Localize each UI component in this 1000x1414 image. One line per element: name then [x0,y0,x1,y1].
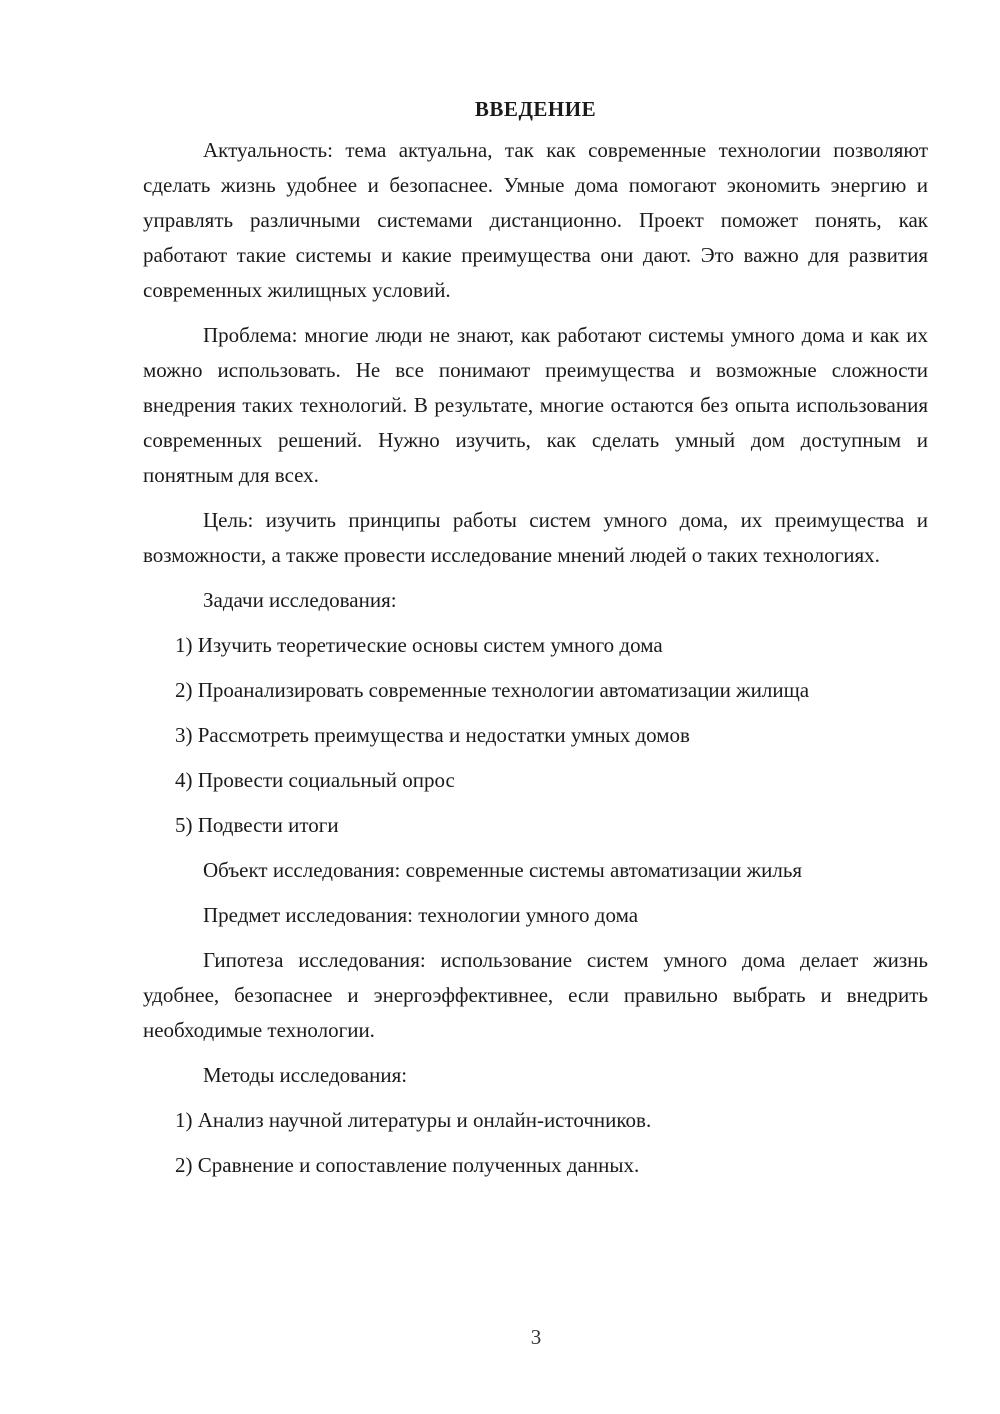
task-item: 3) Рассмотреть преимущества и недостатки умных домов [175,723,690,747]
paragraph-relevance: Актуальность: тема актуальна, так как современные технологии позволяют сделать жизнь удобнее и безопаснее. Умные дома помогают экономить энергию и управлять различными системами дистанционно. Проект поможет понять, как работают такие системы и какие преимущества они дают. Это важно для развития современных жилищных условий. [143,138,928,302]
task-item: 5) Подвести итоги [175,813,339,837]
page-content [143,92,928,1193]
methods-heading: Методы исследования: [203,1063,408,1087]
task-item: 4) Провести социальный опрос [175,768,455,792]
paragraph-problem: Проблема: многие люди не знают, как работают системы умного дома и как их можно использовать. Не все понимают преимущества и возможные сложности внедрения таких технологий. В результате, многие остаются без опыта использования современных решений. Нужно изучить, как сделать умный дом доступным и понятным для всех. [143,323,928,487]
paragraph-hypothesis: Гипотеза исследования: использование систем умного дома делает жизнь удобнее, безопаснее и энергоэффективнее, если правильно выбрать и внедрить необходимые технологии. [143,948,928,1042]
tasks-heading: Задачи исследования: [203,588,397,612]
page-title: ВВЕДЕНИЕ [474,97,597,121]
method-item: 2) Сравнение и сопоставление полученных данных. [175,1153,640,1177]
paragraph-object: Объект исследования: современные системы автоматизации жилья [203,858,803,882]
task-item: 1) Изучить теоретические основы систем умного дома [175,633,663,657]
page-number: 3 [530,1325,542,1349]
paragraph-subject: Предмет исследования: технологии умного дома [203,903,639,927]
paragraph-goal: Цель: изучить принципы работы систем умного дома, их преимущества и возможности, а также провести исследование мнений людей о таких технологиях. [143,508,928,567]
method-item: 1) Анализ научной литературы и онлайн-источников. [175,1108,652,1132]
task-item: 2) Проанализировать современные технологии автоматизации жилища [175,678,810,702]
